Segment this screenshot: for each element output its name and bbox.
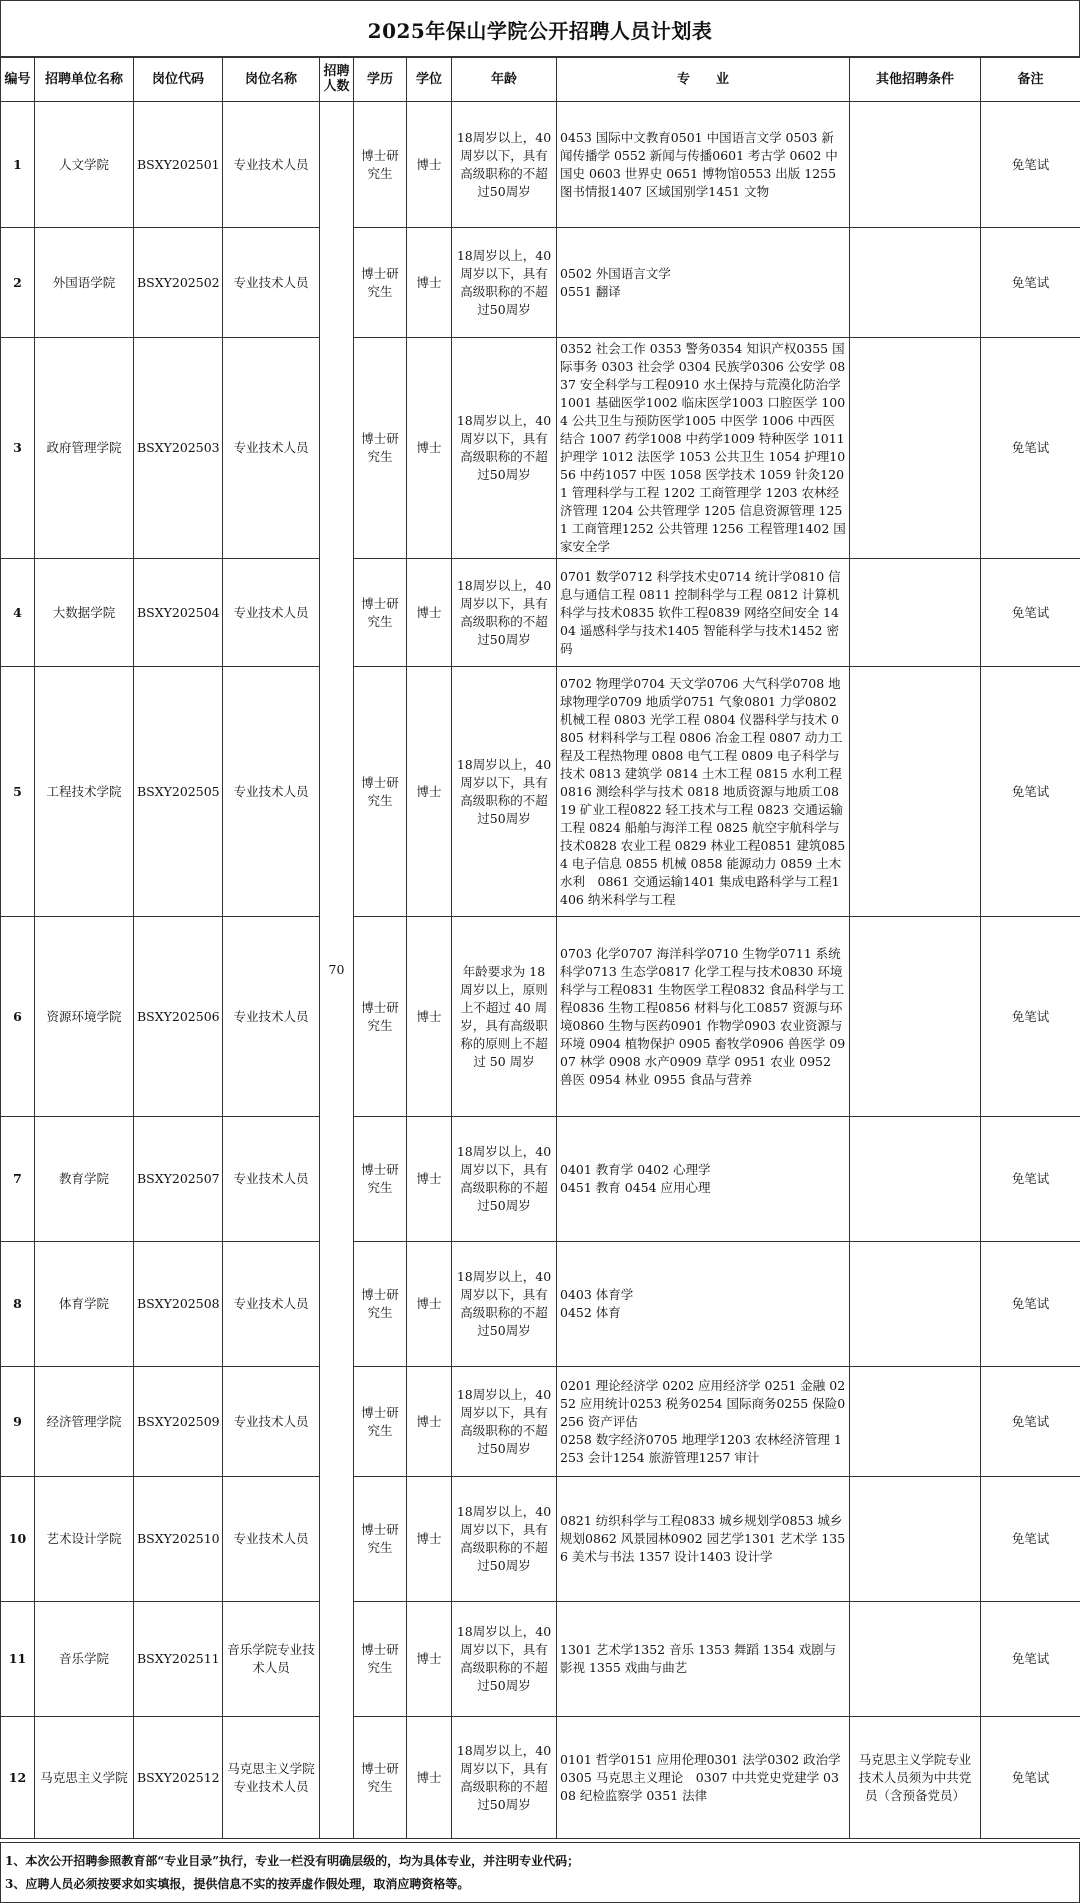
header-degree: 学位 xyxy=(407,57,452,102)
row-number: 6 xyxy=(1,917,35,1117)
remark: 免笔试 xyxy=(981,102,1080,228)
row-number: 7 xyxy=(1,1117,35,1242)
education: 博士研究生 xyxy=(354,1602,407,1717)
major-list: 0201 理论经济学 0202 应用经济学 0251 金融 0252 应用统计0253 税务0254 国际商务0255 保险0256 资产评估 0258 数字经济0705 地理学1203 农林经济管理 1253 会计1254 旅游管理1257 审计 xyxy=(557,1367,850,1477)
unit-name: 工程技术学院 xyxy=(35,667,134,917)
table-row xyxy=(1,228,1080,338)
age-requirement: 18周岁以上，40周岁以下，具有高级职称的不超过50周岁 xyxy=(452,667,557,917)
table-row xyxy=(1,1367,1080,1477)
post-code: BSXY202503 xyxy=(134,338,223,559)
header-post: 岗位名称 xyxy=(223,57,320,102)
post-code: BSXY202512 xyxy=(134,1717,223,1839)
table-row xyxy=(1,1717,1080,1839)
age-requirement: 18周岁以上，40周岁以下，具有高级职称的不超过50周岁 xyxy=(452,1367,557,1477)
unit-name: 经济管理学院 xyxy=(35,1367,134,1477)
major-list: 0821 纺织科学与工程0833 城乡规划学0853 城乡规划0862 风景园林0902 园艺学1301 艺术学 1356 美术与书法 1357 设计1403 设计学 xyxy=(557,1477,850,1602)
remark: 免笔试 xyxy=(981,228,1080,338)
degree: 博士 xyxy=(407,559,452,667)
post-code: BSXY202505 xyxy=(134,667,223,917)
remark: 免笔试 xyxy=(981,667,1080,917)
age-requirement: 18周岁以上，40周岁以下，具有高级职称的不超过50周岁 xyxy=(452,102,557,228)
education: 博士研究生 xyxy=(354,559,407,667)
table-row xyxy=(1,1602,1080,1717)
degree: 博士 xyxy=(407,1117,452,1242)
row-number: 5 xyxy=(1,667,35,917)
other-conditions xyxy=(850,559,981,667)
degree: 博士 xyxy=(407,228,452,338)
unit-name: 音乐学院 xyxy=(35,1602,134,1717)
remark: 免笔试 xyxy=(981,1117,1080,1242)
header-count: 招聘人数 xyxy=(320,57,354,102)
unit-name: 政府管理学院 xyxy=(35,338,134,559)
remark: 免笔试 xyxy=(981,559,1080,667)
table-row xyxy=(1,559,1080,667)
remark: 免笔试 xyxy=(981,1717,1080,1839)
age-requirement: 18周岁以上，40周岁以下，具有高级职称的不超过50周岁 xyxy=(452,228,557,338)
education: 博士研究生 xyxy=(354,1242,407,1367)
degree: 博士 xyxy=(407,1242,452,1367)
row-number: 4 xyxy=(1,559,35,667)
degree: 博士 xyxy=(407,1477,452,1602)
row-number: 11 xyxy=(1,1602,35,1717)
unit-name: 资源环境学院 xyxy=(35,917,134,1117)
degree: 博士 xyxy=(407,1602,452,1717)
post-code: BSXY202509 xyxy=(134,1367,223,1477)
major-list: 0401 教育学 0402 心理学 0451 教育 0454 应用心理 xyxy=(557,1117,850,1242)
header-code: 岗位代码 xyxy=(134,57,223,102)
post-code: BSXY202508 xyxy=(134,1242,223,1367)
row-number: 3 xyxy=(1,338,35,559)
post-name: 专业技术人员 xyxy=(223,1477,320,1602)
header-unit: 招聘单位名称 xyxy=(35,57,134,102)
unit-name: 马克思主义学院 xyxy=(35,1717,134,1839)
post-name: 专业技术人员 xyxy=(223,917,320,1117)
age-requirement: 18周岁以上，40周岁以下，具有高级职称的不超过50周岁 xyxy=(452,1717,557,1839)
education: 博士研究生 xyxy=(354,228,407,338)
education: 博士研究生 xyxy=(354,1117,407,1242)
header-age: 年龄 xyxy=(452,57,557,102)
other-conditions xyxy=(850,1117,981,1242)
post-code: BSXY202506 xyxy=(134,917,223,1117)
post-name: 专业技术人员 xyxy=(223,338,320,559)
other-conditions: 马克思主义学院专业技术人员须为中共党员（含预备党员） xyxy=(850,1717,981,1839)
post-name: 专业技术人员 xyxy=(223,102,320,228)
education: 博士研究生 xyxy=(354,1477,407,1602)
other-conditions xyxy=(850,102,981,228)
post-name: 专业技术人员 xyxy=(223,559,320,667)
post-code: BSXY202501 xyxy=(134,102,223,228)
unit-name: 大数据学院 xyxy=(35,559,134,667)
education: 博士研究生 xyxy=(354,1367,407,1477)
degree: 博士 xyxy=(407,917,452,1117)
age-requirement: 18周岁以上，40周岁以下，具有高级职称的不超过50周岁 xyxy=(452,1117,557,1242)
row-number: 1 xyxy=(1,102,35,228)
unit-name: 人文学院 xyxy=(35,102,134,228)
age-requirement: 18周岁以上，40周岁以下，具有高级职称的不超过50周岁 xyxy=(452,1602,557,1717)
age-requirement: 18周岁以上，40周岁以下，具有高级职称的不超过50周岁 xyxy=(452,1242,557,1367)
header-edu: 学历 xyxy=(354,57,407,102)
page-title: 2025年保山学院公开招聘人员计划表 xyxy=(0,0,1080,58)
unit-name: 体育学院 xyxy=(35,1242,134,1367)
remark: 免笔试 xyxy=(981,338,1080,559)
remark: 免笔试 xyxy=(981,917,1080,1117)
post-code: BSXY202502 xyxy=(134,228,223,338)
footnotes xyxy=(0,1842,1080,1903)
row-number: 8 xyxy=(1,1242,35,1367)
post-name: 专业技术人员 xyxy=(223,1117,320,1242)
table-body xyxy=(1,102,1080,1839)
degree: 博士 xyxy=(407,338,452,559)
education: 博士研究生 xyxy=(354,102,407,228)
education: 博士研究生 xyxy=(354,1717,407,1839)
age-requirement: 18周岁以上，40周岁以下，具有高级职称的不超过50周岁 xyxy=(452,1477,557,1602)
header-no: 编号 xyxy=(1,57,35,102)
remark: 免笔试 xyxy=(981,1242,1080,1367)
row-number: 9 xyxy=(1,1367,35,1477)
table-row xyxy=(1,338,1080,559)
post-code: BSXY202504 xyxy=(134,559,223,667)
unit-name: 艺术设计学院 xyxy=(35,1477,134,1602)
post-name: 音乐学院专业技术人员 xyxy=(223,1602,320,1717)
major-list: 1301 艺术学1352 音乐 1353 舞蹈 1354 戏剧与影视 1355 戏曲与曲艺 xyxy=(557,1602,850,1717)
table-header-row xyxy=(1,57,1080,102)
table-row xyxy=(1,102,1080,228)
post-name: 专业技术人员 xyxy=(223,1367,320,1477)
table-row xyxy=(1,667,1080,917)
header-note: 备注 xyxy=(981,57,1080,102)
post-name: 马克思主义学院专业技术人员 xyxy=(223,1717,320,1839)
major-list: 0403 体育学 0452 体育 xyxy=(557,1242,850,1367)
age-requirement: 18周岁以上，40周岁以下，具有高级职称的不超过50周岁 xyxy=(452,559,557,667)
unit-name: 教育学院 xyxy=(35,1117,134,1242)
major-list: 0702 物理学0704 天文学0706 大气科学0708 地球物理学0709 地质学0751 气象0801 力学0802 机械工程 0803 光学工程 0804 仪器科学与技术 0805 材料科学与工程 0806 冶金工程 0807 动力工程及工程热物理 0808 电气工程 0809 电子科学与技术 0813 建筑学 0814 土木工程 0815 水利工程 0816 测绘科学与技术 0818 地质资源与地质工0819 矿业工程0822 轻工技术与工程 0823 交通运输工程 0824 船舶与海洋工程 0825 航空宇航科学与技术0828 农业工程 0829 林业工程0851 建筑0854 电子信息 0855 机械 0858 能源动力 0859 土木水利 0861 交通运输1401 集成电路科学与工程1406 纳米科学与工程 xyxy=(557,667,850,917)
degree: 博士 xyxy=(407,1717,452,1839)
remark: 免笔试 xyxy=(981,1367,1080,1477)
unit-name: 外国语学院 xyxy=(35,228,134,338)
other-conditions xyxy=(850,667,981,917)
major-list: 0701 数学0712 科学技术史0714 统计学0810 信息与通信工程 0811 控制科学与工程 0812 计算机科学与技术0835 软件工程0839 网络空间安全 1404 遥感科学与技术1405 智能科学与技术1452 密码 xyxy=(557,559,850,667)
post-code: BSXY202507 xyxy=(134,1117,223,1242)
header-other: 其他招聘条件 xyxy=(850,57,981,102)
age-requirement: 18周岁以上，40周岁以下，具有高级职称的不超过50周岁 xyxy=(452,338,557,559)
post-name: 专业技术人员 xyxy=(223,228,320,338)
other-conditions xyxy=(850,1367,981,1477)
header-major: 专 业 xyxy=(557,57,850,102)
recruitment-table xyxy=(0,56,1080,1839)
post-code: BSXY202510 xyxy=(134,1477,223,1602)
row-number: 10 xyxy=(1,1477,35,1602)
other-conditions xyxy=(850,1242,981,1367)
education: 博士研究生 xyxy=(354,917,407,1117)
major-list: 0703 化学0707 海洋科学0710 生物学0711 系统科学0713 生态学0817 化学工程与技术0830 环境科学与工程0831 生物医学工程0832 食品科学与工程0836 生物工程0856 材料与化工0857 资源与环境0860 生物与医药0901 作物学0903 农业资源与环境 0904 植物保护 0905 畜牧学0906 兽医学 0907 林学 0908 水产0909 草学 0951 农业 0952 兽医 0954 林业 0955 食品与营养 xyxy=(557,917,850,1117)
education: 博士研究生 xyxy=(354,667,407,917)
other-conditions xyxy=(850,1602,981,1717)
other-conditions xyxy=(850,338,981,559)
total-recruit-count: 70 xyxy=(320,102,354,1839)
row-number: 12 xyxy=(1,1717,35,1839)
age-requirement: 年龄要求为 18 周岁以上，原则上不超过 40 周岁，具有高级职称的原则上不超过 50 周岁 xyxy=(452,917,557,1117)
degree: 博士 xyxy=(407,102,452,228)
other-conditions xyxy=(850,1477,981,1602)
remark: 免笔试 xyxy=(981,1602,1080,1717)
other-conditions xyxy=(850,228,981,338)
table-row xyxy=(1,1117,1080,1242)
table-row xyxy=(1,917,1080,1117)
major-list: 0352 社会工作 0353 警务0354 知识产权0355 国际事务 0303 社会学 0304 民族学0306 公安学 0837 安全科学与工程0910 水土保持与荒漠化防治学 1001 基础医学1002 临床医学1003 口腔医学 1004 公共卫生与预防医学1005 中医学 1006 中西医结合 1007 药学1008 中药学1009 特种医学 1011 护理学 1012 法医学 1053 公共卫生 1054 护理1056 中药1057 中医 1058 医学技术 1059 针灸1201 管理科学与工程 1202 工商管理学 1203 农林经济管理 1204 公共管理学 1205 信息资源管理 1251 工商管理1252 公共管理 1256 工程管理1402 国家安全学 xyxy=(557,338,850,559)
education: 博士研究生 xyxy=(354,338,407,559)
major-list: 0101 哲学0151 应用伦理0301 法学0302 政治学0305 马克思主义理论 0307 中共党史党建学 0308 纪检监察学 0351 法律 xyxy=(557,1717,850,1839)
row-number: 2 xyxy=(1,228,35,338)
table-row xyxy=(1,1242,1080,1367)
major-list: 0453 国际中文教育0501 中国语言文学 0503 新闻传播学 0552 新闻与传播0601 考古学 0602 中国史 0603 世界史 0651 博物馆0553 出版 1255 图书情报1407 区域国别学1451 文物 xyxy=(557,102,850,228)
remark: 免笔试 xyxy=(981,1477,1080,1602)
degree: 博士 xyxy=(407,667,452,917)
table-row xyxy=(1,1477,1080,1602)
post-name: 专业技术人员 xyxy=(223,667,320,917)
footnote-3: 3、应聘人员必须按要求如实填报，提供信息不实的按弄虚作假处理，取消应聘资格等。 xyxy=(5,1877,470,1891)
degree: 博士 xyxy=(407,1367,452,1477)
post-code: BSXY202511 xyxy=(134,1602,223,1717)
footnote-1: 1、本次公开招聘参照教育部“专业目录”执行，专业一栏没有明确层级的，均为具体专业，并注明专业代码； xyxy=(5,1854,580,1868)
other-conditions xyxy=(850,917,981,1117)
major-list: 0502 外国语言文学 0551 翻译 xyxy=(557,228,850,338)
post-name: 专业技术人员 xyxy=(223,1242,320,1367)
